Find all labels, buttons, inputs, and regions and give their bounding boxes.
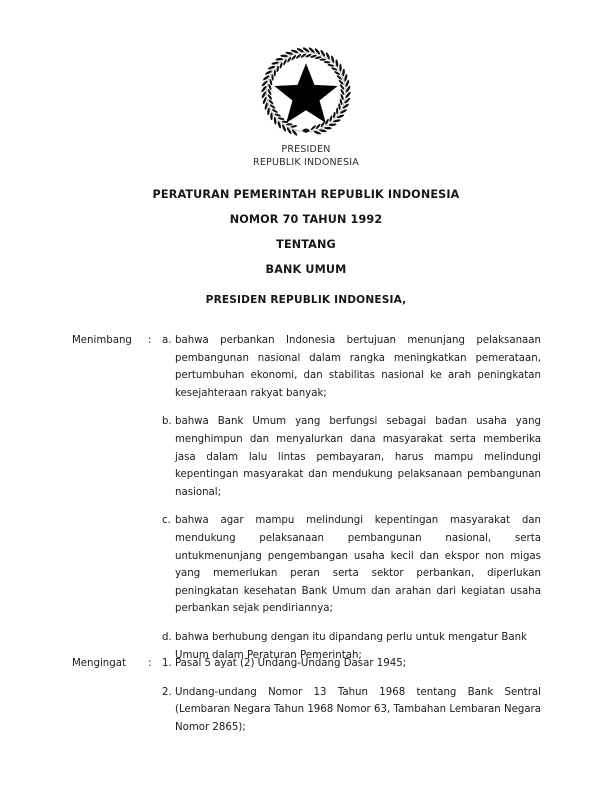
presidential-emblem-block bbox=[0, 44, 612, 169]
title-subject: BANK UMUM bbox=[265, 263, 347, 276]
emblem-caption-line-2: REPUBLIK INDONESIA bbox=[253, 156, 359, 168]
list-item bbox=[162, 413, 541, 501]
star-shape bbox=[274, 63, 337, 123]
emblem-caption bbox=[0, 144, 612, 169]
list-item-marker: c. bbox=[162, 515, 171, 527]
list-item-marker: 2. bbox=[162, 686, 172, 698]
title-regulation-type: PERATURAN PEMERINTAH REPUBLIK INDONESIA bbox=[152, 188, 460, 201]
menimbang-label: Menimbang bbox=[72, 335, 132, 346]
garuda-star-wreath-emblem bbox=[258, 44, 354, 140]
list-item-text: Undang-undang Nomor 13 Tahun 1968 tentang Bank Sentral (Lembaran Negara Tahun 1968 Nomor 63, Tambahan Lembaran Negara Nomor 2865); bbox=[175, 686, 541, 733]
list-item-marker: a. bbox=[162, 335, 172, 346]
list-item bbox=[162, 655, 541, 673]
list-item bbox=[162, 512, 541, 618]
list-item-text: bahwa perbankan Indonesia bertujuan menunjang pelaksanaan pembangunan nasional dalam rangka meningkatkan pemerataan, pertumbuhan ekonomi, dan stabilitas nasional ke arah peningkatan kesejahteraan rakyat banyak; bbox=[175, 335, 541, 399]
menimbang-row bbox=[72, 332, 541, 664]
list-item-marker: 1. bbox=[162, 658, 172, 669]
mengingat-row bbox=[72, 655, 541, 736]
menimbang-section bbox=[72, 332, 541, 664]
list-item-marker: d. bbox=[162, 631, 172, 643]
page-title: PRESIDEN REPUBLIK INDONESIA, bbox=[205, 294, 407, 306]
menimbang-items bbox=[162, 332, 541, 664]
list-item-text: Pasal 5 ayat (2) Undang-Undang Dasar 1945; bbox=[175, 658, 407, 669]
mengingat-label: Mengingat bbox=[72, 658, 126, 669]
mengingat-colon: : bbox=[148, 658, 152, 669]
list-item bbox=[162, 684, 541, 737]
list-item-marker: b. bbox=[162, 416, 172, 428]
list-item-text: bahwa Bank Umum yang berfungsi sebagai badan usaha yang menghimpun dan menyalurkan dana masyarakat serta memberika jasa dalam lalu lintas pembayaran, harus mampu melindungi kepentingan masyarakat dan mendukung pelaksanaan pembangunan nasional; bbox=[175, 416, 541, 498]
emblem-caption-line-1: PRESIDEN bbox=[281, 144, 331, 155]
title-about-word: TENTANG bbox=[276, 238, 336, 251]
mengingat-items bbox=[162, 655, 541, 736]
list-item bbox=[162, 332, 541, 402]
list-item-text: bahwa berhubung dengan itu dipandang perlu untuk mengatur Bank Umum dalam Peraturan Pemerintah; bbox=[175, 631, 527, 661]
menimbang-colon: : bbox=[148, 335, 152, 346]
title-number-year: NOMOR 70 TAHUN 1992 bbox=[229, 213, 383, 226]
mengingat-section bbox=[72, 655, 541, 736]
document-title-block bbox=[0, 182, 612, 282]
list-item-text: bahwa agar mampu melindungi kepentingan masyarakat dan mendukung pelaksanaan pembangunan nasional, serta untukmenunjang pengembangan usaha kecil dan ekspor non migas yang memerlukan peran serta sektor perbankan, diperlukan peningkatan kesehatan Bank Umum dan arahan dari kegiatan usaha perbankan sejak pendiriannya; bbox=[175, 515, 541, 615]
